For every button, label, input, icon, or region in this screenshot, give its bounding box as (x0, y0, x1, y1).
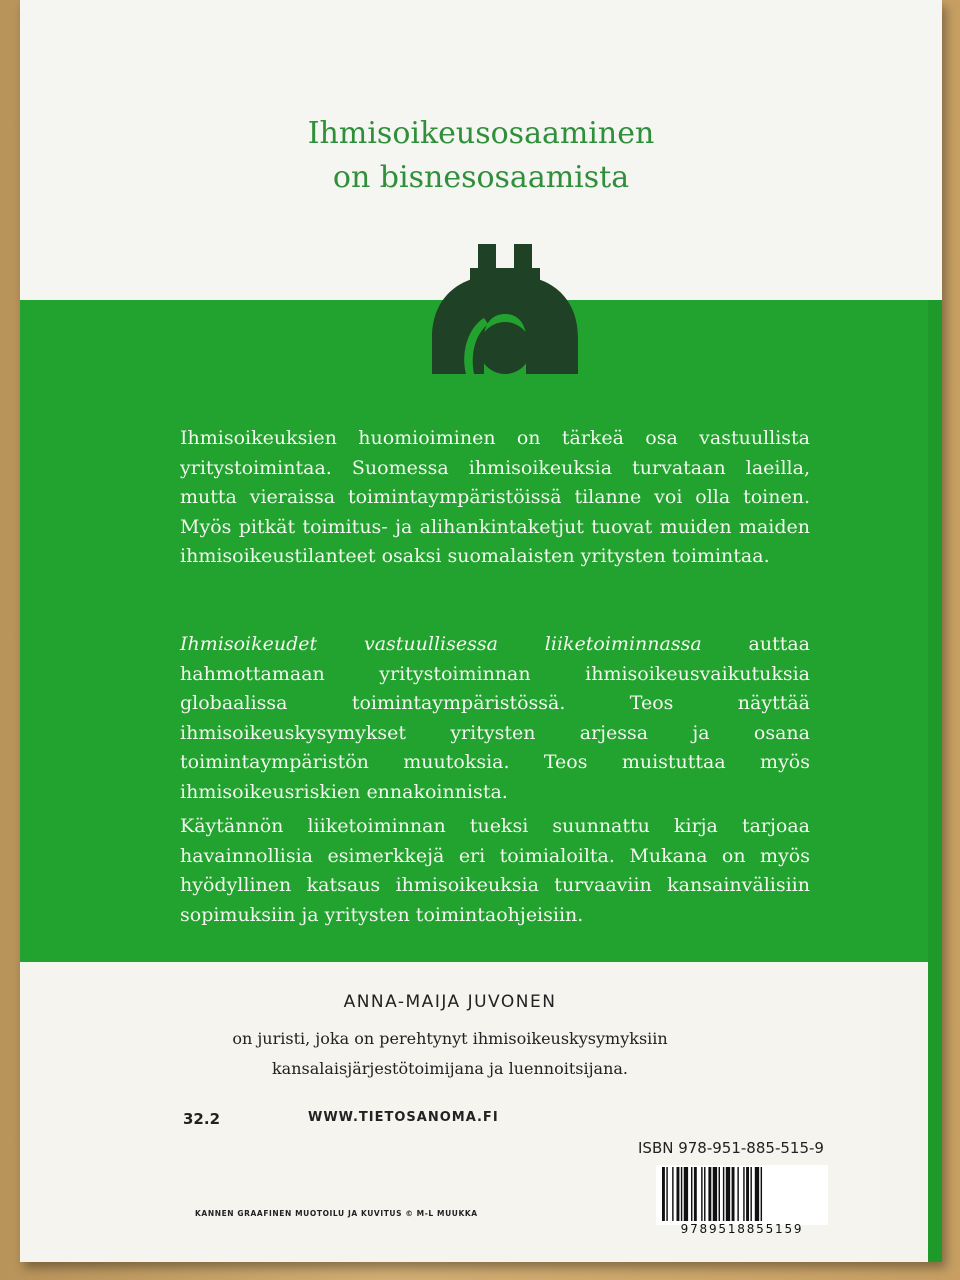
blurb-paragraph-2-text: auttaa hahmottamaan yritystoiminnan ihmisoikeusvaikutuksia globaalissa toimintaympäristössä. Teos näyttää ihmisoikeuskysymykset yritysten arjessa ja osana toimintaympäristön muutoksia. Teos muistuttaa myös ihmisoikeusriskien ennakoinnista. (180, 633, 811, 803)
barcode-bar (713, 1167, 717, 1221)
author-bio-line-1: on juristi, joka on perehtynyt ihmisoikeuskysymyksiin (232, 1029, 668, 1048)
author-name: ANNA-MAIJA JUVONEN (343, 992, 557, 1012)
barcode-bar (662, 1167, 665, 1221)
author-bio (20, 1024, 880, 1084)
barcode-bar (672, 1167, 673, 1221)
barcode-digits: 9789518855159 (680, 1222, 804, 1236)
author-bio-line-2: kansalaisjärjestötoimijana ja luennoitsijana. (271, 1059, 629, 1078)
library-class-code: 32.2 (183, 1110, 221, 1128)
blurb-paragraph-2 (180, 630, 810, 807)
tagline-line-2: on bisnesosaamista (332, 160, 630, 195)
barcode-bar (677, 1167, 680, 1221)
cover-design-credit: KANNEN GRAAFINEN MUOTOILU JA KUVITUS © M-L MUUKKA (195, 1209, 478, 1218)
book-back-cover (20, 0, 942, 1262)
barcode-bar (755, 1167, 759, 1221)
blurb-paragraph-1: Ihmisoikeuksien huomioiminen on tärkeä osa vastuullista yritystoimintaa. Suomessa ihmisoikeuksia turvataan laeilla, mutta vieraissa toimintaympäristöissä tilanne voi olla toinen. Myös pitkät toimitus- ja alihankintaketjut tuovat muiden maiden ihmisoikeustilanteet osaksi suomalaisten yritysten toimintaa. (180, 427, 810, 567)
tagline-line-1: Ihmisoikeusosaaminen (307, 116, 655, 151)
barcode-bar (694, 1167, 697, 1221)
horseshoe-emblem-icon (426, 242, 584, 392)
barcode-bar (737, 1167, 738, 1221)
isbn: ISBN 978-951-885-515-9 (638, 1139, 824, 1157)
barcode-bar (681, 1167, 682, 1221)
tagline (20, 112, 942, 200)
barcode-bar (719, 1167, 720, 1221)
barcode-bar (691, 1167, 692, 1221)
book-title-italic: Ihmisoikeudet vastuullisessa liiketoiminnassa (180, 633, 702, 655)
barcode-bar (723, 1167, 724, 1221)
barcode-bar (732, 1167, 735, 1221)
barcode-bar (746, 1167, 749, 1221)
barcode-bar (750, 1167, 751, 1221)
barcode-bar (726, 1167, 730, 1221)
barcode-bar (708, 1167, 711, 1221)
blurb-paragraph-3: Käytännön liiketoiminnan tueksi suunnattu kirja tarjoaa havainnollisia esimerkkejä eri toimialoilta. Mukana on myös hyödyllinen katsaus ihmisoikeuksia turvaaviin kansainvälisiin sopimuksiin ja yritysten toimintaohjeisiin. (180, 815, 810, 926)
barcode-bar (761, 1167, 762, 1221)
spine-edge (928, 300, 942, 1262)
barcode (656, 1165, 828, 1225)
barcode-bar (743, 1167, 744, 1221)
barcode-bar (701, 1167, 702, 1221)
publisher-website: WWW.TIETOSANOMA.FI (308, 1110, 499, 1125)
barcode-bar (684, 1167, 688, 1221)
barcode-bar (666, 1167, 667, 1221)
barcode-bar (704, 1167, 705, 1221)
